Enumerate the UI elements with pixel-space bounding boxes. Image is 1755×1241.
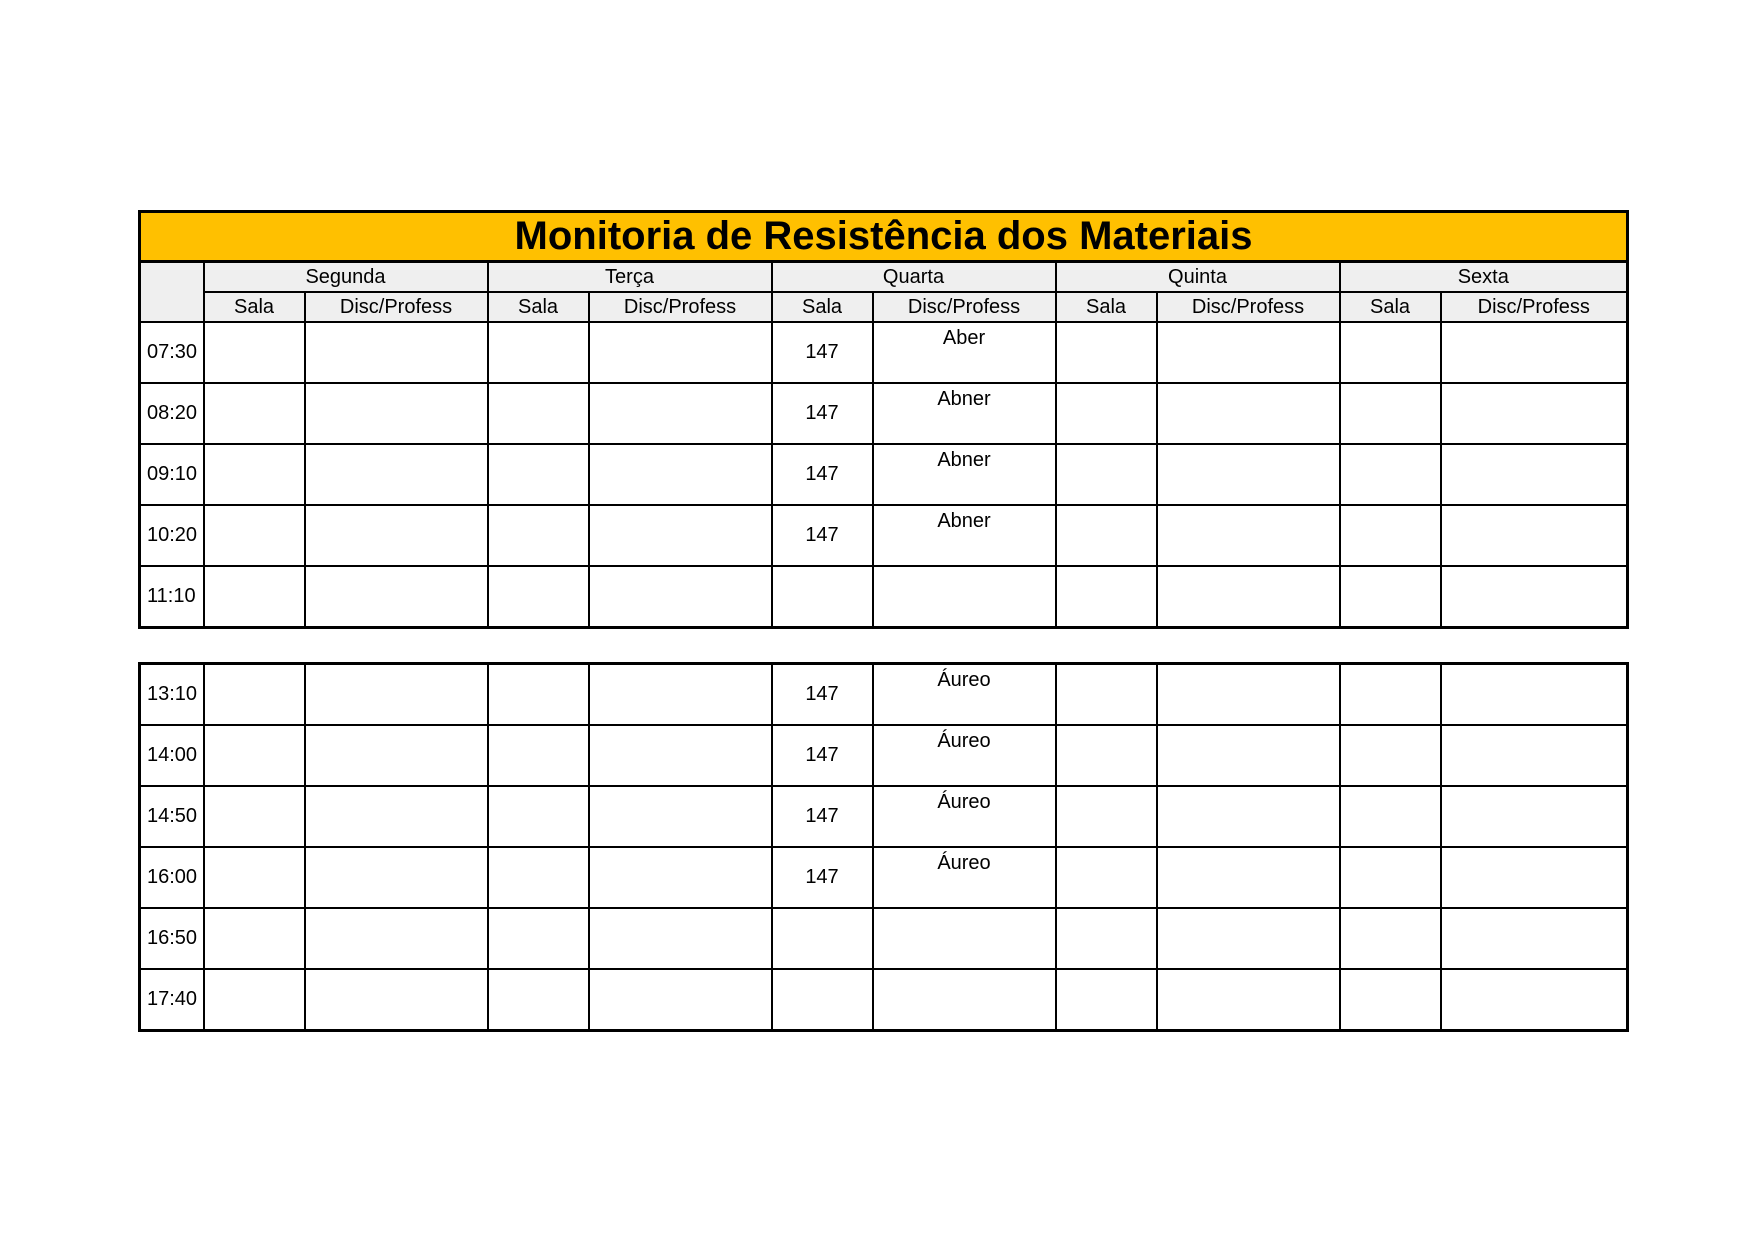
disc-profess-cell <box>305 566 488 628</box>
sala-cell <box>1056 725 1157 786</box>
sala-cell <box>772 566 873 628</box>
disc-profess-cell <box>1441 969 1628 1031</box>
disc-profess-cell <box>305 725 488 786</box>
disc-profess-cell <box>305 847 488 908</box>
sala-cell <box>1056 383 1157 444</box>
sala-header: Sala <box>204 292 305 322</box>
sala-cell <box>204 969 305 1031</box>
disc-profess-cell <box>1157 566 1340 628</box>
schedule-row <box>140 725 1628 786</box>
disc-profess-cell <box>873 908 1056 969</box>
disc-profess-cell <box>589 505 772 566</box>
time-slot: 07:30 <box>140 322 204 383</box>
day-header: Quinta <box>1056 262 1340 293</box>
disc-profess-cell <box>589 383 772 444</box>
sala-cell <box>204 847 305 908</box>
time-slot: 16:00 <box>140 847 204 908</box>
sala-cell: 147 <box>772 444 873 505</box>
disc-profess-cell <box>305 444 488 505</box>
sala-cell: 147 <box>772 664 873 726</box>
sala-cell <box>488 908 589 969</box>
disc-profess-header: Disc/Profess <box>589 292 772 322</box>
disc-profess-cell: Áureo <box>873 664 1056 726</box>
sala-cell <box>1056 786 1157 847</box>
schedule-row <box>140 383 1628 444</box>
sala-cell: 147 <box>772 383 873 444</box>
sala-cell <box>488 847 589 908</box>
sala-cell <box>488 322 589 383</box>
sala-cell <box>772 908 873 969</box>
sala-cell <box>1056 566 1157 628</box>
schedule-row <box>140 908 1628 969</box>
sala-cell <box>1340 383 1441 444</box>
time-slot: 11:10 <box>140 566 204 628</box>
day-header: Segunda <box>204 262 488 293</box>
sala-cell: 147 <box>772 847 873 908</box>
disc-profess-cell: Aber <box>873 322 1056 383</box>
disc-profess-header: Disc/Profess <box>1441 292 1628 322</box>
sala-cell <box>488 725 589 786</box>
sala-cell <box>488 969 589 1031</box>
disc-profess-cell <box>1441 725 1628 786</box>
sala-cell: 147 <box>772 505 873 566</box>
disc-profess-header: Disc/Profess <box>305 292 488 322</box>
sala-cell <box>1340 664 1441 726</box>
sala-cell: 147 <box>772 725 873 786</box>
sala-cell <box>1056 908 1157 969</box>
sala-cell <box>1056 505 1157 566</box>
disc-profess-cell <box>1157 505 1340 566</box>
disc-profess-cell <box>305 664 488 726</box>
time-slot: 14:50 <box>140 786 204 847</box>
sala-cell: 147 <box>772 322 873 383</box>
sala-cell: 147 <box>772 786 873 847</box>
disc-profess-cell <box>1157 786 1340 847</box>
day-header: Quarta <box>772 262 1056 293</box>
sala-cell <box>488 383 589 444</box>
disc-profess-cell <box>305 908 488 969</box>
sala-cell <box>1056 322 1157 383</box>
sala-cell <box>488 444 589 505</box>
sala-cell <box>1056 847 1157 908</box>
disc-profess-cell <box>1157 908 1340 969</box>
afternoon-schedule <box>138 662 1626 1032</box>
day-header: Sexta <box>1340 262 1628 293</box>
schedule-row <box>140 786 1628 847</box>
disc-profess-cell <box>1157 725 1340 786</box>
disc-profess-cell <box>873 969 1056 1031</box>
disc-profess-cell: Áureo <box>873 786 1056 847</box>
disc-profess-cell <box>589 786 772 847</box>
morning-table <box>138 210 1629 629</box>
sala-cell <box>1340 847 1441 908</box>
sala-header: Sala <box>1340 292 1441 322</box>
sala-cell <box>204 725 305 786</box>
schedule-row <box>140 322 1628 383</box>
sala-cell <box>1340 725 1441 786</box>
disc-profess-cell <box>589 322 772 383</box>
disc-profess-cell <box>1441 847 1628 908</box>
disc-profess-cell <box>305 969 488 1031</box>
disc-profess-cell <box>305 322 488 383</box>
page-title: Monitoria de Resistência dos Materiais <box>140 212 1628 262</box>
sala-cell <box>204 444 305 505</box>
sala-cell <box>1056 664 1157 726</box>
disc-profess-cell <box>1157 383 1340 444</box>
sala-cell <box>1340 908 1441 969</box>
disc-profess-cell <box>589 566 772 628</box>
sala-cell <box>204 505 305 566</box>
disc-profess-cell <box>1441 505 1628 566</box>
disc-profess-cell <box>1157 847 1340 908</box>
disc-profess-cell: Abner <box>873 444 1056 505</box>
disc-profess-cell <box>1441 566 1628 628</box>
sala-cell <box>488 505 589 566</box>
disc-profess-cell <box>589 444 772 505</box>
disc-profess-cell: Áureo <box>873 725 1056 786</box>
time-slot: 10:20 <box>140 505 204 566</box>
time-slot: 17:40 <box>140 969 204 1031</box>
sala-cell <box>1056 969 1157 1031</box>
disc-profess-cell <box>589 664 772 726</box>
disc-profess-cell <box>1157 664 1340 726</box>
disc-profess-cell <box>1441 383 1628 444</box>
disc-profess-cell <box>589 847 772 908</box>
schedule-row <box>140 505 1628 566</box>
time-slot: 09:10 <box>140 444 204 505</box>
disc-profess-cell <box>305 786 488 847</box>
sala-cell <box>204 786 305 847</box>
morning-schedule <box>138 210 1626 629</box>
sala-header: Sala <box>488 292 589 322</box>
disc-profess-cell: Abner <box>873 505 1056 566</box>
sala-cell <box>772 969 873 1031</box>
disc-profess-cell: Abner <box>873 383 1056 444</box>
disc-profess-cell <box>1441 444 1628 505</box>
sala-cell <box>1340 444 1441 505</box>
sala-cell <box>1340 969 1441 1031</box>
disc-profess-cell <box>589 725 772 786</box>
schedule-row <box>140 969 1628 1031</box>
sala-cell <box>204 383 305 444</box>
sala-cell <box>488 786 589 847</box>
disc-profess-cell <box>1157 444 1340 505</box>
disc-profess-cell <box>589 908 772 969</box>
sala-header: Sala <box>772 292 873 322</box>
sala-cell <box>488 664 589 726</box>
schedule-row <box>140 566 1628 628</box>
disc-profess-cell <box>1157 322 1340 383</box>
sala-cell <box>1340 505 1441 566</box>
disc-profess-header: Disc/Profess <box>873 292 1056 322</box>
sala-cell <box>204 664 305 726</box>
sala-cell <box>488 566 589 628</box>
disc-profess-header: Disc/Profess <box>1157 292 1340 322</box>
day-header: Terça <box>488 262 772 293</box>
disc-profess-cell <box>1441 664 1628 726</box>
disc-profess-cell <box>1157 969 1340 1031</box>
disc-profess-cell <box>1441 908 1628 969</box>
sala-cell <box>204 566 305 628</box>
schedule-row <box>140 847 1628 908</box>
corner-cell <box>140 262 204 323</box>
sala-cell <box>1056 444 1157 505</box>
time-slot: 16:50 <box>140 908 204 969</box>
sala-cell <box>204 908 305 969</box>
afternoon-table <box>138 662 1629 1032</box>
sala-cell <box>1340 322 1441 383</box>
disc-profess-cell <box>305 505 488 566</box>
time-slot: 08:20 <box>140 383 204 444</box>
disc-profess-cell <box>589 969 772 1031</box>
schedule-row <box>140 444 1628 505</box>
sala-cell <box>1340 566 1441 628</box>
disc-profess-cell <box>873 566 1056 628</box>
disc-profess-cell: Áureo <box>873 847 1056 908</box>
schedule-row <box>140 664 1628 726</box>
sala-header: Sala <box>1056 292 1157 322</box>
time-slot: 13:10 <box>140 664 204 726</box>
sala-cell <box>1340 786 1441 847</box>
disc-profess-cell <box>1441 322 1628 383</box>
disc-profess-cell <box>1441 786 1628 847</box>
disc-profess-cell <box>305 383 488 444</box>
sala-cell <box>204 322 305 383</box>
time-slot: 14:00 <box>140 725 204 786</box>
